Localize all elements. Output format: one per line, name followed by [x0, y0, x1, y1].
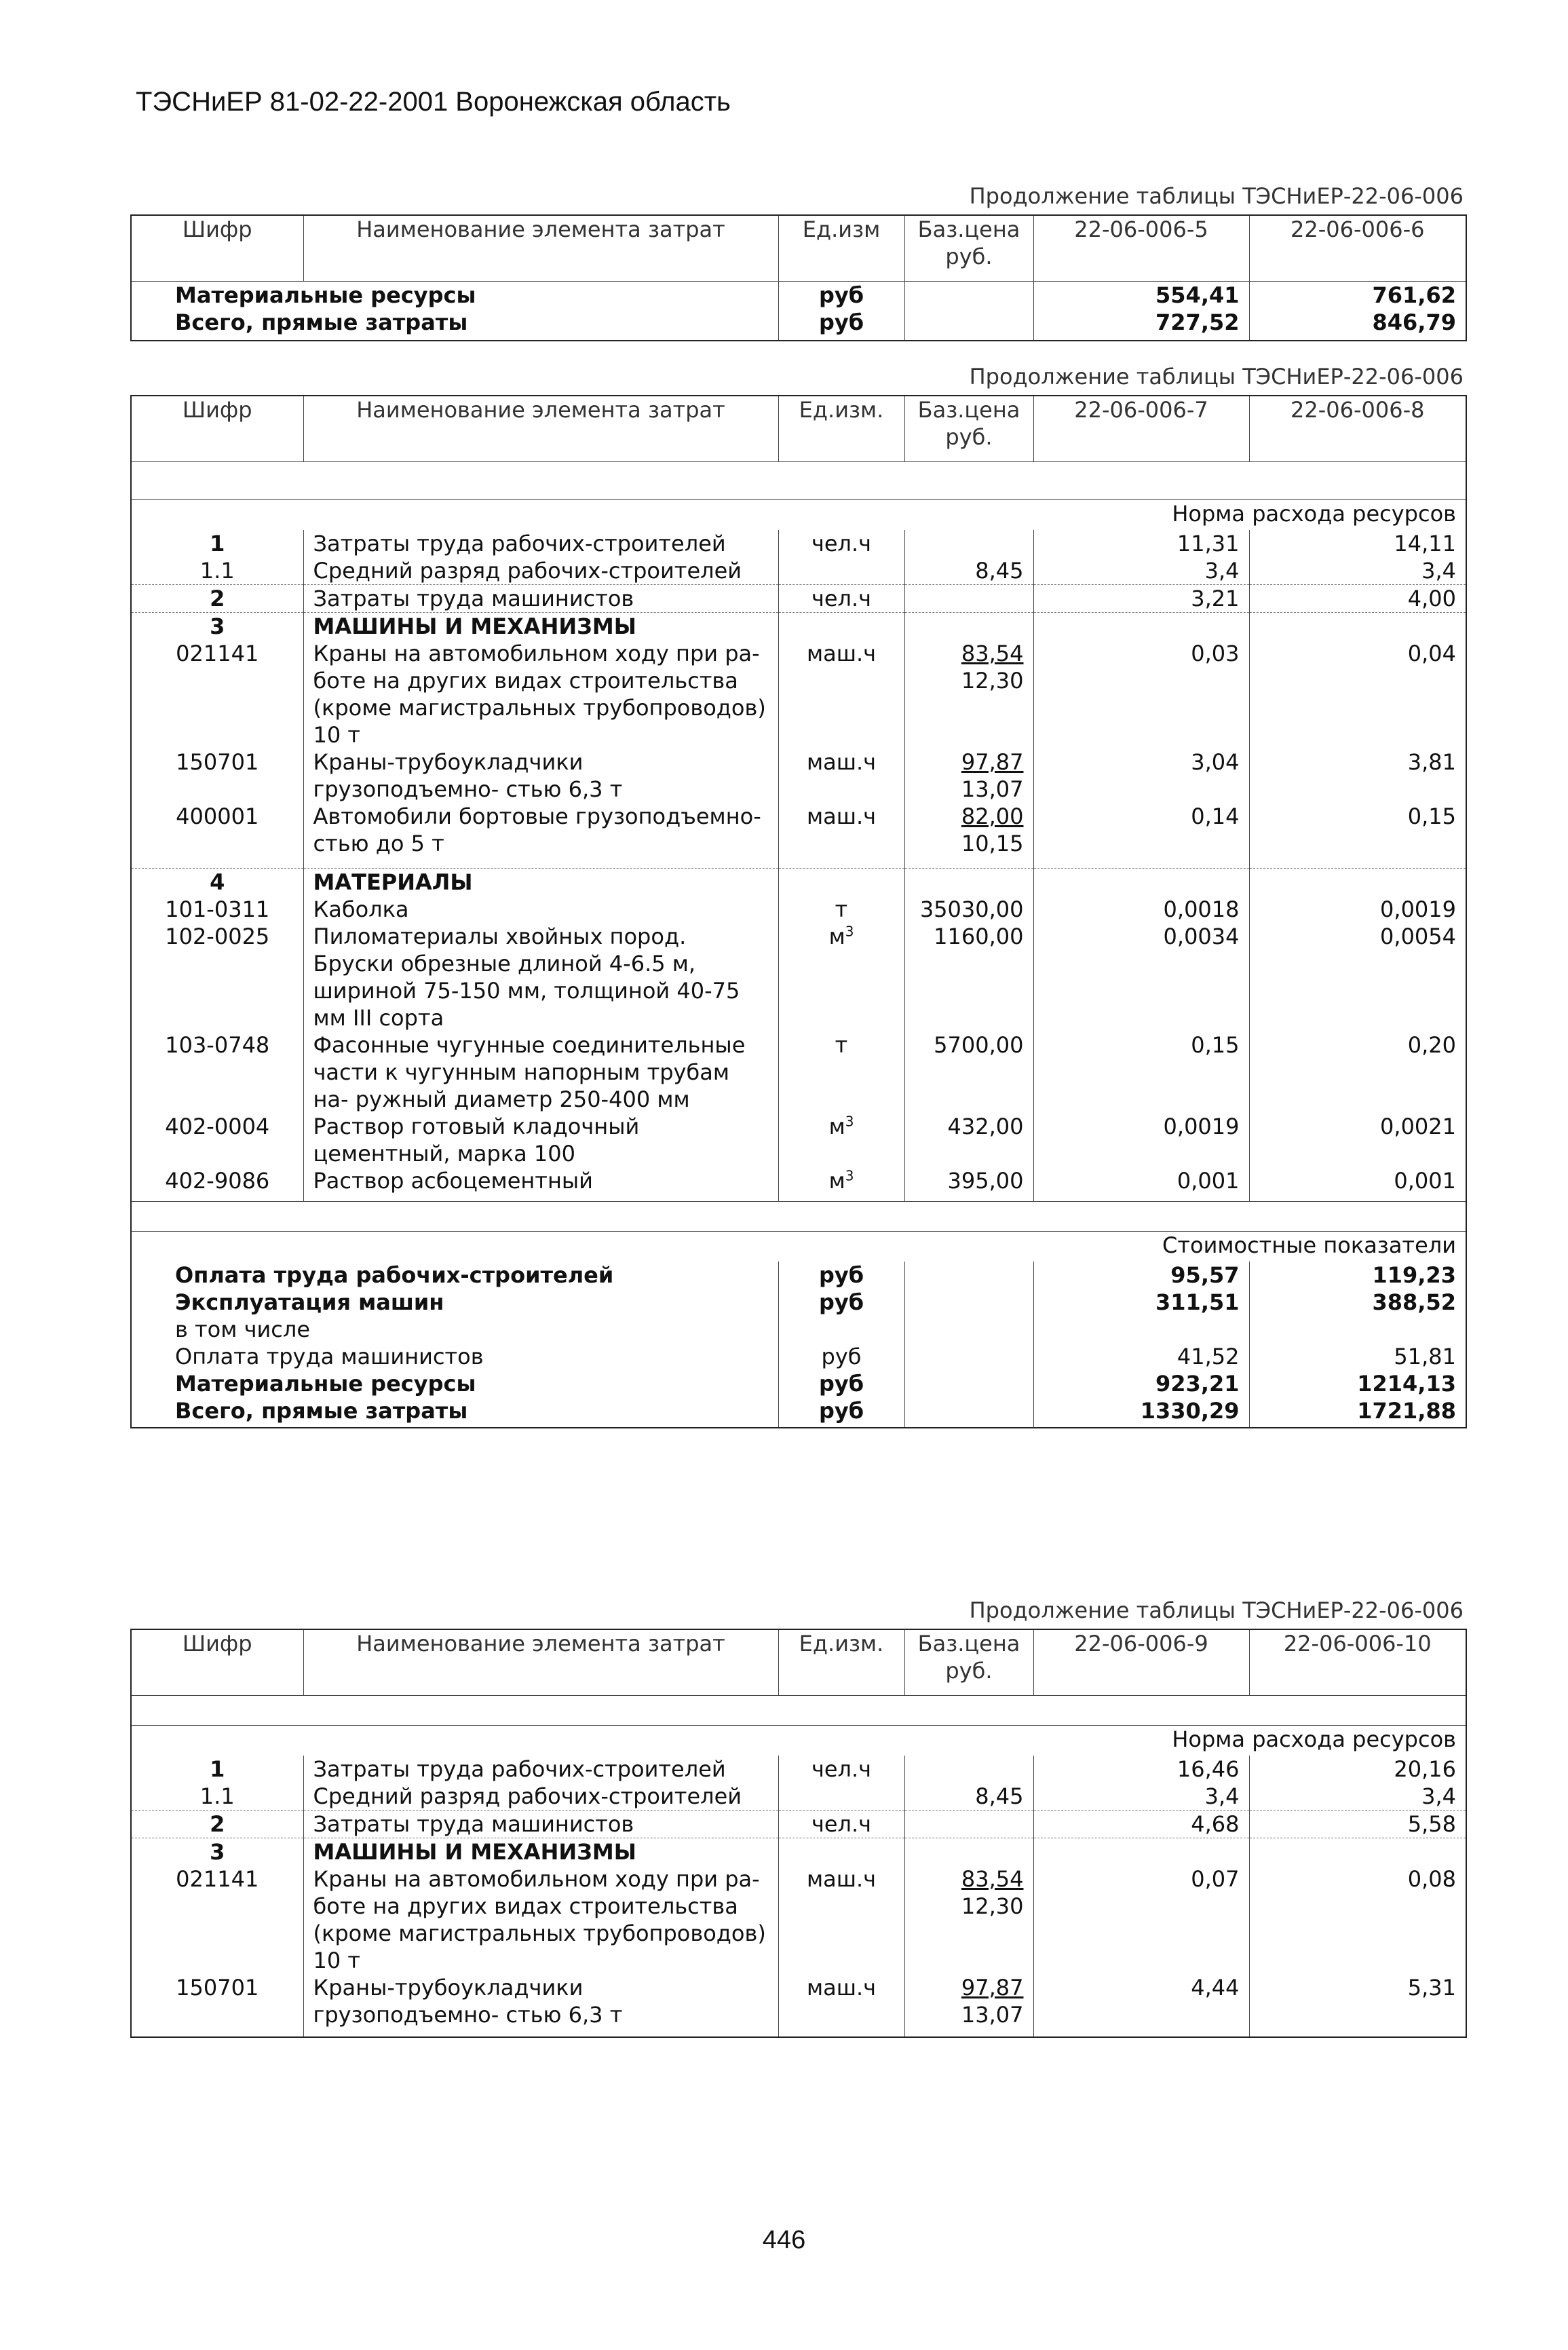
table-3	[130, 1629, 1467, 2038]
table-cell	[904, 1811, 1033, 1838]
table-cell: Раствор готовый кладочный цементный, марка 100	[303, 1113, 778, 1167]
table-row	[131, 462, 1466, 500]
col-value-1: 22-06-006-7	[1033, 396, 1249, 462]
table-cell: 4,68	[1033, 1811, 1249, 1838]
table-cell: 1.1	[131, 557, 303, 585]
table-cell: 3,04	[1033, 748, 1249, 803]
table-cell: 400001	[131, 803, 303, 869]
table-row	[131, 1811, 1466, 1838]
table-row	[131, 500, 1466, 531]
table-1	[130, 214, 1467, 341]
table-cell: руб	[778, 1262, 904, 1289]
col-code: Шифр	[131, 1629, 303, 1696]
table-cell: Затраты труда рабочих-строителей	[303, 1756, 778, 1783]
table-cell: 0,04	[1249, 640, 1466, 748]
table-cell: 3,4	[1033, 1783, 1249, 1811]
table-cell: Краны-трубоукладчики грузоподъемно- стью 6,3 т	[303, 748, 778, 803]
table-row	[131, 1167, 1466, 1202]
cell-text: 13,07	[961, 2002, 1024, 2028]
table-cell: 150701	[131, 748, 303, 803]
table-cell: 554,41	[1033, 282, 1249, 309]
table-row	[131, 557, 1466, 585]
table-cell: 0,0019	[1249, 896, 1466, 923]
table-cell: 41,52	[1033, 1343, 1249, 1370]
table-cell	[904, 869, 1033, 896]
table-cell: 0,15	[1249, 803, 1466, 869]
table-caption: Продолжение таблицы ТЭСНиЕР-22-06-006	[969, 364, 1464, 390]
table-cell: 4,00	[1249, 585, 1466, 613]
col-unit: Ед.изм.	[778, 396, 904, 462]
table-cell: 4,44	[1033, 1974, 1249, 2037]
table-cell: 4	[131, 869, 303, 896]
table-cell: 0,0034	[1033, 923, 1249, 1031]
col-value-2: 22-06-006-10	[1249, 1629, 1466, 1696]
table-cell: руб	[778, 1343, 904, 1370]
col-name: Наименование элемента затрат	[303, 396, 778, 462]
table-cell: 20,16	[1249, 1756, 1466, 1783]
table-cell: 021141	[131, 1865, 303, 1974]
table-cell: Раствор асбоцементный	[303, 1167, 778, 1202]
table-cell	[904, 1865, 1033, 1974]
col-value-2: 22-06-006-8	[1249, 396, 1466, 462]
table-cell: 0,0019	[1033, 1113, 1249, 1167]
col-code: Шифр	[131, 215, 303, 282]
table-cell: т	[778, 896, 904, 923]
table-cell: чел.ч	[778, 530, 904, 557]
col-value-1: 22-06-006-9	[1033, 1629, 1249, 1696]
table-cell	[778, 1316, 904, 1343]
table-cell: маш.ч	[778, 1865, 904, 1974]
table-cell: 0,07	[1033, 1865, 1249, 1974]
table-cell: 3,4	[1249, 1783, 1466, 1811]
table-cell: Автомобили бортовые грузоподъемно- стью до 5 т	[303, 803, 778, 869]
table-cell	[1033, 869, 1249, 896]
cell-text: 97,87	[961, 749, 1024, 775]
table-cell: МАТЕРИАЛЫ	[303, 869, 778, 896]
table-cell: МАШИНЫ И МЕХАНИЗМЫ	[303, 1838, 778, 1866]
table-cell: руб	[778, 282, 904, 309]
table-cell: 150701	[131, 1974, 303, 2037]
table-cell	[1033, 1316, 1249, 1343]
cell-text: 82,00	[961, 803, 1024, 829]
table-cell: маш.ч	[778, 640, 904, 748]
cell-text: 3	[845, 1113, 854, 1130]
norm-label: Норма расхода ресурсов	[131, 1726, 1466, 1756]
table-caption: Продолжение таблицы ТЭСНиЕР-22-06-006	[969, 183, 1464, 209]
section-header	[131, 1838, 1466, 1866]
table-cell: маш.ч	[778, 748, 904, 803]
table-row	[131, 748, 1466, 803]
table-cell	[904, 1756, 1033, 1783]
table-cell: Материальные ресурсы	[131, 1370, 778, 1397]
cell-text: 3	[845, 923, 854, 940]
table-cell: 2	[131, 585, 303, 613]
table-row	[131, 640, 1466, 748]
table-cell	[904, 613, 1033, 641]
table-cell: Всего, прямые затраты	[131, 309, 778, 341]
norm-label: Норма расхода ресурсов	[131, 500, 1466, 531]
table-cell: 0,001	[1033, 1167, 1249, 1202]
page-number: 446	[762, 2226, 806, 2254]
table-cell	[1249, 1838, 1466, 1866]
table-cell: 5700,00	[904, 1031, 1033, 1113]
section-header	[131, 613, 1466, 641]
table-cell	[904, 1370, 1033, 1397]
table-cell: 3,4	[1249, 557, 1466, 585]
table-cell: т	[778, 1031, 904, 1113]
table-cell: 3,21	[1033, 585, 1249, 613]
table-cell	[904, 748, 1033, 803]
table-cell: Материальные ресурсы	[131, 282, 778, 309]
cell-text: м	[828, 924, 845, 949]
table-cell: 0,03	[1033, 640, 1249, 748]
table-cell: 3	[131, 1838, 303, 1866]
table-cell	[904, 1974, 1033, 2037]
table-cell: 101-0311	[131, 896, 303, 923]
col-name: Наименование элемента затрат	[303, 215, 778, 282]
table-cell: маш.ч	[778, 1974, 904, 2037]
table-cell	[131, 1696, 1466, 1726]
table-cell	[904, 282, 1033, 309]
table-cell: 3	[131, 613, 303, 641]
table-cell: 95,57	[1033, 1262, 1249, 1289]
table-cell: Затраты труда машинистов	[303, 1811, 778, 1838]
table-cell	[778, 869, 904, 896]
table-cell: чел.ч	[778, 1811, 904, 1838]
table-cell: 1	[131, 530, 303, 557]
table-row	[131, 1397, 1466, 1428]
table-cell: 16,46	[1033, 1756, 1249, 1783]
table-row	[131, 1232, 1466, 1262]
table-row	[131, 1865, 1466, 1974]
table-cell: 1330,29	[1033, 1397, 1249, 1428]
table-row	[131, 215, 1466, 282]
table-cell	[904, 1397, 1033, 1428]
table-cell: Краны-трубоукладчики грузоподъемно- стью 6,3 т	[303, 1974, 778, 2037]
table-cell	[904, 1262, 1033, 1289]
table-cell: 103-0748	[131, 1031, 303, 1113]
cell-text: м	[828, 1114, 845, 1139]
table-cell: руб	[778, 1370, 904, 1397]
table-cell: Краны на автомобильном ходу при ра- боте на других видах строительства (кроме магистральных трубопроводов) 10 т	[303, 640, 778, 748]
col-price: Баз.цена руб.	[904, 1629, 1033, 1696]
table-cell: 5,58	[1249, 1811, 1466, 1838]
cell-text: 97,87	[961, 1975, 1024, 2001]
table-cell: 2	[131, 1811, 303, 1838]
table-cell	[778, 1838, 904, 1866]
table-cell: 11,31	[1033, 530, 1249, 557]
table-cell: 102-0025	[131, 923, 303, 1031]
table-cell	[904, 1343, 1033, 1370]
table-row	[131, 1629, 1466, 1696]
table-cell	[904, 803, 1033, 869]
table-cell	[778, 923, 904, 1031]
col-value-2: 22-06-006-6	[1249, 215, 1466, 282]
table-cell	[904, 1289, 1033, 1316]
table-cell	[904, 1838, 1033, 1866]
table-cell: 402-0004	[131, 1113, 303, 1167]
cell-text: 10,15	[961, 831, 1024, 856]
table-row	[131, 1262, 1466, 1289]
table-cell: 51,81	[1249, 1343, 1466, 1370]
table-cell: 0,0021	[1249, 1113, 1466, 1167]
table-row	[131, 1974, 1466, 2037]
table-cell: чел.ч	[778, 585, 904, 613]
col-value-1: 22-06-006-5	[1033, 215, 1249, 282]
table-cell	[131, 1202, 1466, 1232]
cell-text: 3	[845, 1167, 854, 1184]
table-cell: Всего, прямые затраты	[131, 1397, 778, 1428]
table-cell: чел.ч	[778, 1756, 904, 1783]
table-cell: 0,001	[1249, 1167, 1466, 1202]
table-cell: 119,23	[1249, 1262, 1466, 1289]
cell-text: 13,07	[961, 776, 1024, 802]
table-cell	[904, 309, 1033, 341]
table-cell: 1.1	[131, 1783, 303, 1811]
table-cell: Краны на автомобильном ходу при ра- боте на других видах строительства (кроме магистральных трубопроводов) 10 т	[303, 1865, 778, 1974]
table-row	[131, 585, 1466, 613]
table-cell: Фасонные чугунные соединительные части к чугунным напорным трубам на- ружный диаметр 250-400 мм	[303, 1031, 778, 1113]
table-cell: 35030,00	[904, 896, 1033, 923]
table-cell: 1214,13	[1249, 1370, 1466, 1397]
cell-text: м	[828, 1168, 845, 1194]
table-cell	[778, 557, 904, 585]
table-cell	[1033, 613, 1249, 641]
section-header	[131, 869, 1466, 896]
table-cell: 8,45	[904, 557, 1033, 585]
table-cell: 8,45	[904, 1783, 1033, 1811]
table-cell: 0,20	[1249, 1031, 1466, 1113]
table-cell: Затраты труда рабочих-строителей	[303, 530, 778, 557]
table-cell: 0,14	[1033, 803, 1249, 869]
table-cell: 402-9086	[131, 1167, 303, 1202]
document-header: ТЭСНиЕР 81-02-22-2001 Воронежская область	[136, 87, 731, 117]
table-cell: 1721,88	[1249, 1397, 1466, 1428]
table-cell: Средний разряд рабочих-строителей	[303, 1783, 778, 1811]
table-cell: руб	[778, 1289, 904, 1316]
col-price: Баз.цена руб.	[904, 215, 1033, 282]
col-name: Наименование элемента затрат	[303, 1629, 778, 1696]
table-row	[131, 1316, 1466, 1343]
table-cell: 311,51	[1033, 1289, 1249, 1316]
table-row	[131, 530, 1466, 557]
table-caption: Продолжение таблицы ТЭСНиЕР-22-06-006	[969, 1597, 1464, 1623]
cell-text: 83,54	[961, 641, 1024, 666]
table-row	[131, 1031, 1466, 1113]
cell-text: 12,30	[961, 1893, 1024, 1919]
cost-label: Стоимостные показатели	[131, 1232, 1466, 1262]
table-cell: 727,52	[1033, 309, 1249, 341]
table-row	[131, 1756, 1466, 1783]
table-cell: 0,15	[1033, 1031, 1249, 1113]
table-cell	[1249, 1316, 1466, 1343]
col-price: Баз.цена руб.	[904, 396, 1033, 462]
table-cell	[904, 1316, 1033, 1343]
table-cell: 0,0054	[1249, 923, 1466, 1031]
table-row	[131, 1783, 1466, 1811]
table-cell: 14,11	[1249, 530, 1466, 557]
table-cell: 395,00	[904, 1167, 1033, 1202]
table-cell: Эксплуатация машин	[131, 1289, 778, 1316]
table-cell: Средний разряд рабочих-строителей	[303, 557, 778, 585]
table-cell: Каболка	[303, 896, 778, 923]
table-cell: 432,00	[904, 1113, 1033, 1167]
table-cell: Оплата труда машинистов	[131, 1343, 778, 1370]
table-cell	[1249, 613, 1466, 641]
table-row	[131, 396, 1466, 462]
table-cell: руб	[778, 1397, 904, 1428]
table-cell: МАШИНЫ И МЕХАНИЗМЫ	[303, 613, 778, 641]
table-cell: 3,4	[1033, 557, 1249, 585]
table-cell: Пиломатериалы хвойных пород. Бруски обрезные длиной 4-6.5 м, шириной 75-150 мм, толщиной 40-75 мм III сорта	[303, 923, 778, 1031]
table-row	[131, 923, 1466, 1031]
table-cell: 3,81	[1249, 748, 1466, 803]
table-cell: 388,52	[1249, 1289, 1466, 1316]
table-row	[131, 1370, 1466, 1397]
table-cell	[778, 613, 904, 641]
cell-text: 83,54	[961, 1866, 1024, 1892]
table-cell: 021141	[131, 640, 303, 748]
table-row	[131, 1202, 1466, 1232]
table-row	[131, 1113, 1466, 1167]
table-cell: 761,62	[1249, 282, 1466, 309]
table-cell	[778, 1113, 904, 1167]
table-row	[131, 282, 1466, 309]
col-code: Шифр	[131, 396, 303, 462]
table-row	[131, 309, 1466, 341]
table-row	[131, 1343, 1466, 1370]
table-row	[131, 1726, 1466, 1756]
table-cell: в том числе	[131, 1316, 778, 1343]
table-cell: руб	[778, 309, 904, 341]
table-row	[131, 1696, 1466, 1726]
col-unit: Ед.изм.	[778, 1629, 904, 1696]
table-cell: 0,0018	[1033, 896, 1249, 923]
table-cell	[1249, 869, 1466, 896]
table-cell: 5,31	[1249, 1974, 1466, 2037]
table-cell: Затраты труда машинистов	[303, 585, 778, 613]
table-cell	[904, 585, 1033, 613]
table-cell	[904, 530, 1033, 557]
table-cell	[1033, 1838, 1249, 1866]
table-cell	[904, 640, 1033, 748]
table-cell: 1	[131, 1756, 303, 1783]
table-cell: 923,21	[1033, 1370, 1249, 1397]
col-unit: Ед.изм	[778, 215, 904, 282]
table-cell: 0,08	[1249, 1865, 1466, 1974]
table-cell	[778, 1783, 904, 1811]
table-cell: 1160,00	[904, 923, 1033, 1031]
cell-text: 12,30	[961, 668, 1024, 694]
table-cell: 846,79	[1249, 309, 1466, 341]
table-2	[130, 395, 1467, 1428]
table-cell: маш.ч	[778, 803, 904, 869]
table-cell: Оплата труда рабочих-строителей	[131, 1262, 778, 1289]
table-cell	[131, 462, 1466, 500]
table-row	[131, 803, 1466, 869]
table-row	[131, 1289, 1466, 1316]
table-cell	[778, 1167, 904, 1202]
table-row	[131, 896, 1466, 923]
